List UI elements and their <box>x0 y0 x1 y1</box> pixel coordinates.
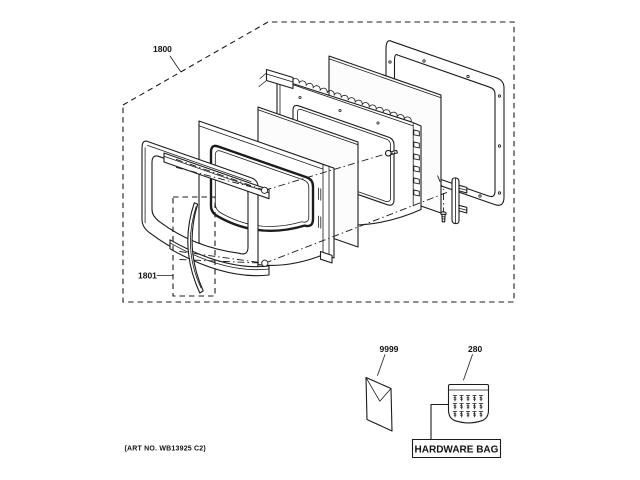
callout-9999: 9999 <box>379 344 399 354</box>
callout-9999-leader <box>378 355 386 376</box>
choke-bracket <box>259 70 293 89</box>
hardware-bag-group <box>413 344 501 458</box>
art-number: (ART NO. WB13925 C2) <box>124 445 206 453</box>
callout-280-leader <box>464 355 473 381</box>
top-screw-hole <box>261 187 267 193</box>
callout-280: 280 <box>468 344 483 354</box>
hardware-bag-connector <box>431 405 449 440</box>
hardware-bag-label: HARDWARE BAG <box>414 444 499 456</box>
latch-screw <box>441 212 446 222</box>
bottom-screw-hole <box>262 260 268 266</box>
screw-envelope-group <box>366 344 399 431</box>
envelope-icon <box>366 378 392 432</box>
callout-1800: 1800 <box>153 44 172 54</box>
hardware-bag-icon <box>449 385 489 423</box>
callout-1801: 1801 <box>138 270 157 281</box>
callout-1800-leader <box>170 56 181 72</box>
